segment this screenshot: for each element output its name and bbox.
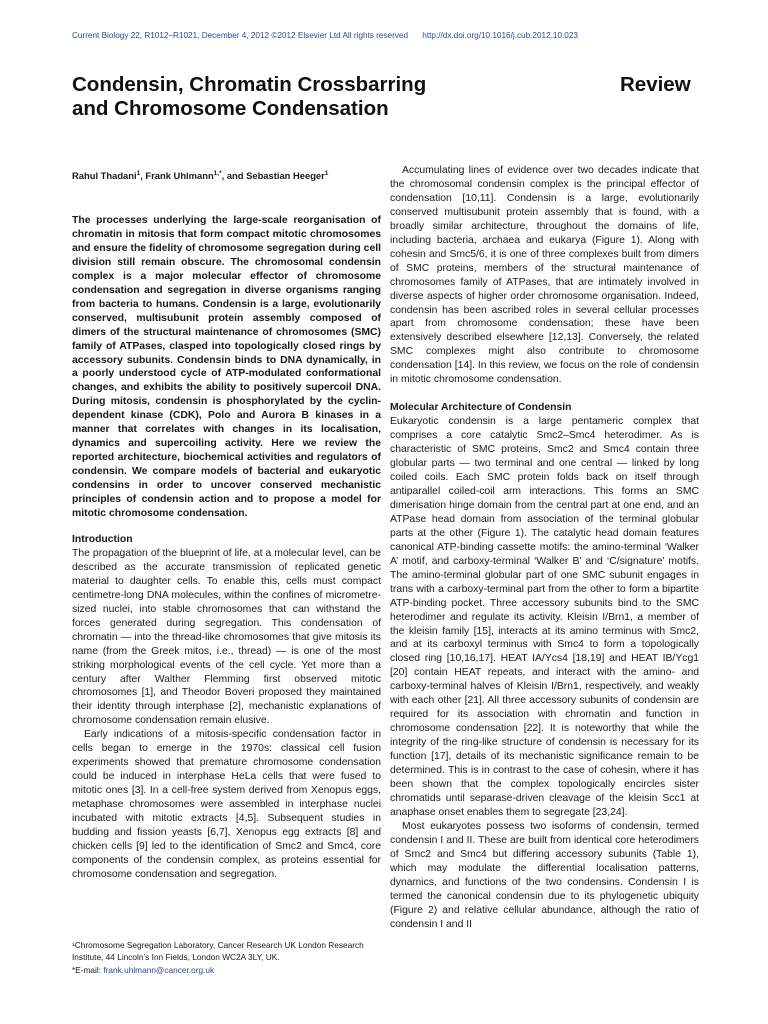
email-link[interactable]: frank.uhlmann@cancer.org.uk xyxy=(103,964,215,975)
author-2: , Frank Uhlmann xyxy=(140,170,214,182)
correspondence-line xyxy=(72,964,381,976)
left-column xyxy=(72,214,381,882)
section-label: Review xyxy=(620,73,691,96)
right-paragraph-1: Accumulating lines of evidence over two decades indicate that the chromosomal condensin complex is the principal effector of condensation [10,11]. Condensin is a large, evolutionarily conserved multisubunit protein assembly that is found, with a broadly similar architecture, throughout the domains of life, including bacteria, archaea and eukarya (Figure 1). Along with cohesin and Smc5/6, it is one of three complexes built from dimers of SMC proteins, members of the structural maintenance of chromosomes family of ATPases, that are intimately involved in diverse aspects of higher order chromosome organisation. Indeed, condensin has been ascribed roles in several cellular processes apart from chromosome condensation; these have been extensively described elsewhere [12,13]. Conversely, the related SMC complexes might also contribute to chromosome condensation [14]. In this review, we focus on the role of condensin in mitotic chromosome condensation. xyxy=(390,165,699,386)
journal-citation: Current Biology 22, R1012–R1021, December 4, 2012 ©2012 Elsevier Ltd All rights reserved xyxy=(72,31,408,40)
author-1: Rahul Thadani xyxy=(72,170,137,182)
title-line-2: and Chromosome Condensation xyxy=(72,97,389,120)
architecture-paragraph-2: Most eukaryotes possess two isoforms of condensin, termed condensin I and II. These are built from identical core heterodimers of Smc2 and Smc4 but differing accessory subunits (Table 1), which may modulate the differential localisation patterns, dynamics, and functions of the two condensins. Condensin I is termed the canonical condensin due to its phylogenetic ubiquity (Figure 2) and relative cellular abundance, although the ratio of condensin I and II xyxy=(390,820,699,930)
author-1-affiliation: 1 xyxy=(136,170,141,177)
introduction-heading: Introduction xyxy=(72,533,133,545)
author-2-affiliation: 1,* xyxy=(213,170,222,177)
right-column xyxy=(390,164,699,931)
abstract: The processes underlying the large-scale reorganisation of chromatin in mitosis that form compact mitotic chromosomes and ensure the fidelity of chromosome segregation during cell division still remain obscure. The chromosomal condensin complex is a major molecular effector of chromosome condensation and segregation in diverse organisms ranging from bacteria to humans. Condensin is a large, evolutionarily conserved, multisubunit protein assembly composed of dimers of the structural maintenance of chromosomes (SMC) family of ATPases, clasped into topologically closed rings by accessory subunits. Condensin binds to DNA dynamically, in a poorly understood cycle of ATP-modulated conformational changes, and exhibits the ability to positively supercoil DNA. During mitosis, condensin is phosphorylated by the cyclin-dependent kinase (CDK), Polo and Aurora B kinases in a manner that correlates with changes in its localisation, dynamics and supercoiling activity. Here we review the reported architecture, biochemical activities and regulators of condensin. We compare models of bacterial and eukaryotic condensins in order to uncover conserved mechanistic principles of condensin action and to propose a model for mitotic chromosome condensation. xyxy=(72,215,381,520)
author-3-affiliation: 1 xyxy=(324,170,329,177)
doi-link[interactable]: http://dx.doi.org/10.1016/j.cub.2012.10.023 xyxy=(422,31,578,40)
intro-paragraph-1: The propagation of the blueprint of life, at a molecular level, can be described as the accurate transmission of replicated genetic material to daughter cells. To enable this, cells must compact centimetre-long DNA molecules, within the confines of micrometre-sized nuclei, into stable chromosomes that can withstand the forces generated during segregation. This condensation of chromatin — into the thread-like chromosomes that give mitosis its name (from the Greek mitos, i.e., thread) — is one of the most striking morphological events of the cell cycle. Yet more than a century after Walther Flemming first observed mitotic chromosomes [1], and Theodor Boveri proposed they maintained their identity through interphase [2], mechanistic explanations of chromosome condensation remain elusive. xyxy=(72,547,381,727)
author-3: , and Sebastian Heeger xyxy=(221,170,325,182)
architecture-paragraph-1: Eukaryotic condensin is a large pentameric complex that comprises a core catalytic Smc2–Smc4 heterodimer. As is characteristic of SMC proteins, Smc2 and Smc4 contain three globular parts — two terminal and one central — linked by long coiled coils. Each SMC protein folds back on itself through antiparallel coiled-coil arm interactions. This forms an SMC dimerisation hinge domain from the central part at one end, and an ATPase head domain from association of the terminal globular parts at the other (Figure 1). The catalytic head domain features canonical ATP-binding cassette motifs: the amino-terminal ‘Walker A’ motif, and carboxy-terminal ‘Walker B’ and ‘C/signature’ motifs. The amino-terminal globular part of one SMC subunit engages in trans with a carboxy-terminal part from the other to form a bipartite ATP-binding pocket. Three accessory subunits bind to the SMC heterodimer and regulate its activity. Kleisin I/Brn1, a member of the kleisin family [15], interacts at its amino terminus with Smc2, and at its carboxyl terminus with Smc4 to form a topologically closed ring [10,16,17]. HEAT IA/Ycs4 [18,19] and HEAT IB/Ycg1 [20] contain HEAT repeats, and interact with the amino- and carboxy-terminal halves of Kleisin I/Brn1, respectively, and weakly with each other [21]. All three accessory subunits of condensin are required for its association with chromatin and function in chromosome condensation [22]. It is noteworthy that while the integrity of the ring-like structure of condensin is necessary for its function [17], details of its mechanistic significance remain to be determined. This is in contrast to the case of cohesin, where it has been shown that the complex topologically encircles sister chromatids until separase-driven cleavage of the kleisin Scc1 at anaphase onset enables them to segregate [23,24]. xyxy=(390,416,699,818)
architecture-heading: Molecular Architecture of Condensin xyxy=(390,402,572,414)
intro-paragraph-2: Early indications of a mitosis-specific condensation factor in cells began to emerge in the 1970s: classical cell fusion experiments showed that premature chromosome condensation could be induced in interphase HeLa cells that were fused to mitotic ones [3]. In a cell-free system derived from Xenopus eggs, metaphase chromosomes were assembled in interphase nuclei incubated with mitotic extracts [4,5]. Subsequent studies in budding and fission yeasts [6,7], Xenopus egg extracts [8] and chicken cells [9] led to the identification of Smc2 and Smc4, core components of the condensin complex, as proteins essential for chromosome condensation and segregation. xyxy=(72,729,381,880)
title-line-1: Condensin, Chromatin Crossbarring xyxy=(72,73,427,96)
affiliation-text: ¹Chromosome Segregation Laboratory, Cancer Research UK London Research Institute, 44 Lincoln’s Inn Fields, London WC2A 3LY, UK. xyxy=(72,940,364,963)
running-header xyxy=(72,31,712,40)
author-list xyxy=(72,170,372,181)
affiliation-footnote xyxy=(72,939,381,976)
article-title xyxy=(72,73,512,121)
email-label: *E-mail: xyxy=(72,964,104,975)
